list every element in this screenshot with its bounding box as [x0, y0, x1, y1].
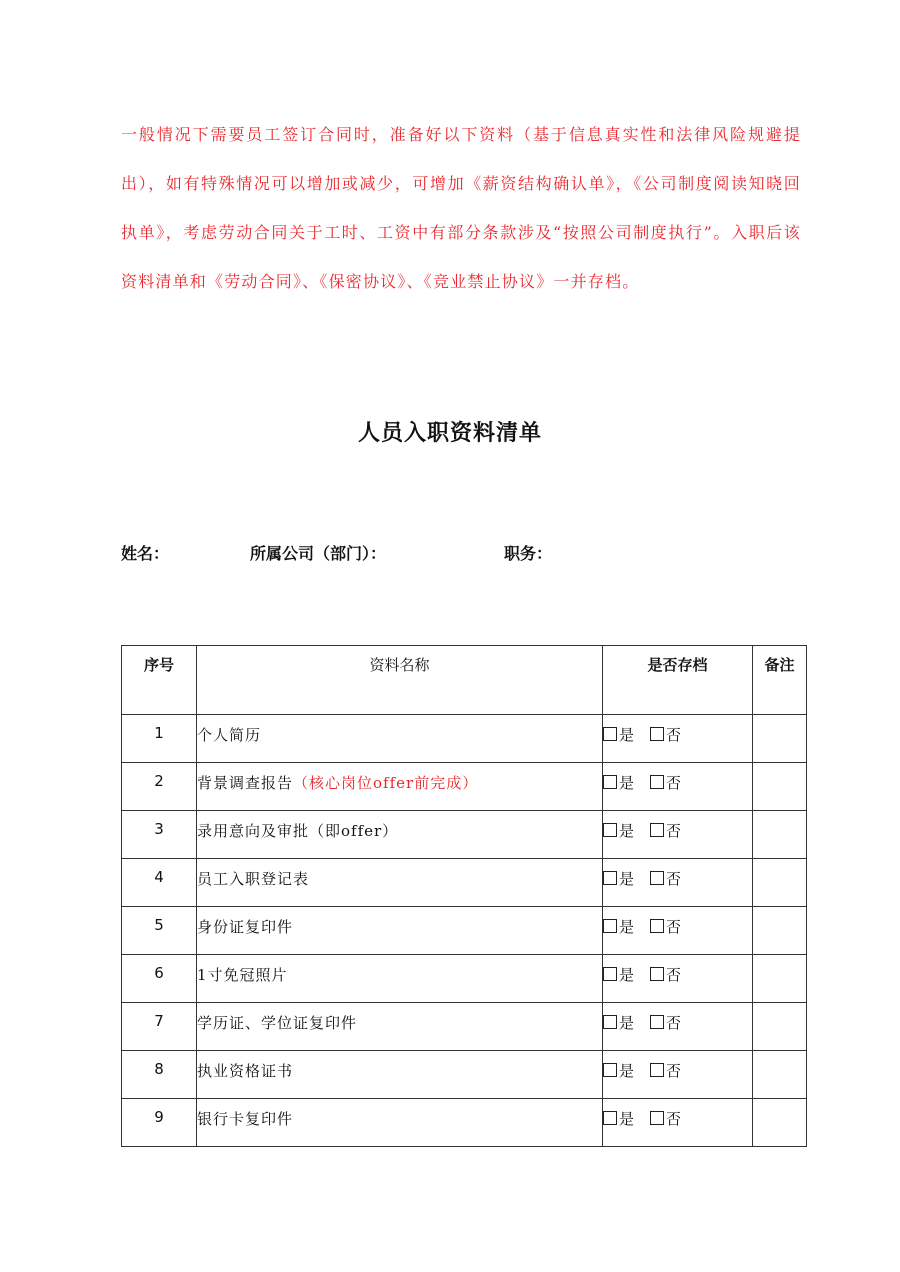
table-body	[122, 715, 807, 1147]
header-document-name: 资料名称	[197, 646, 603, 715]
archived-yes-option	[603, 772, 634, 793]
row-document-name	[197, 955, 603, 1003]
document-name-note: （核心岗位offer前完成）	[293, 774, 479, 792]
archived-no-label: 否	[666, 1110, 682, 1128]
row-remark-cell[interactable]	[753, 907, 807, 955]
row-archived-options	[603, 811, 753, 859]
archived-no-option	[650, 772, 681, 793]
table-row	[122, 955, 807, 1003]
archived-yes-checkbox[interactable]	[603, 1063, 617, 1077]
archived-no-option	[650, 1060, 681, 1081]
company-field-label: 所属公司（部门）：	[250, 544, 387, 563]
position-field-label: 职务：	[504, 544, 553, 563]
row-document-name	[197, 1051, 603, 1099]
page-title: 人员入职资料清单	[357, 421, 542, 446]
archived-yes-option	[603, 724, 634, 745]
row-remark-cell[interactable]	[753, 811, 807, 859]
archived-yes-label: 是	[619, 918, 635, 936]
archived-no-checkbox[interactable]	[650, 775, 664, 789]
row-document-name	[197, 907, 603, 955]
header-remark: 备注	[753, 646, 807, 715]
archived-no-label: 否	[666, 870, 682, 888]
document-name-text: 身份证复印件	[197, 918, 294, 936]
archived-no-checkbox[interactable]	[650, 1015, 664, 1029]
row-remark-cell[interactable]	[753, 859, 807, 907]
instructions-note: 一般情况下需要员工签订合同时，准备好以下资料（基于信息真实性和法律风险规避提出），如有特殊情况可以增加或减少，可增加《薪资结构确认单》，《公司制度阅读知晓回执单》，考虑劳动合同关于工时、工资中有部分条款涉及“按照公司制度执行”。入职后该资料清单和《劳动合同》、《保密协议》、《竞业禁止协议》一并存档。	[121, 125, 801, 291]
archived-no-label: 否	[666, 726, 682, 744]
document-name-text: 1寸免冠照片	[197, 966, 288, 984]
archived-no-option	[650, 820, 681, 841]
table-row	[122, 907, 807, 955]
document-name-text: 背景调查报告	[197, 774, 294, 792]
archived-no-label: 否	[666, 822, 682, 840]
archived-yes-option	[603, 868, 634, 889]
archived-yes-checkbox[interactable]	[603, 1111, 617, 1125]
archived-no-option	[650, 1012, 681, 1033]
document-name-text: 录用意向及审批（即offer）	[197, 822, 399, 840]
document-name-text: 学历证、学位证复印件	[197, 1014, 358, 1032]
table-row	[122, 763, 807, 811]
table-row	[122, 1099, 807, 1147]
row-archived-options	[603, 955, 753, 1003]
header-archived: 是否存档	[603, 646, 753, 715]
row-archived-options	[603, 763, 753, 811]
table-header-row	[122, 646, 807, 715]
row-document-name	[197, 1099, 603, 1147]
row-remark-cell[interactable]	[753, 1003, 807, 1051]
row-remark-cell[interactable]	[753, 763, 807, 811]
archived-yes-option	[603, 1060, 634, 1081]
archived-yes-label: 是	[619, 774, 635, 792]
archived-no-option	[650, 1108, 681, 1129]
archived-yes-option	[603, 1108, 634, 1129]
archived-no-option	[650, 964, 681, 985]
row-seq: 3	[122, 811, 197, 859]
row-remark-cell[interactable]	[753, 1099, 807, 1147]
archived-yes-checkbox[interactable]	[603, 775, 617, 789]
row-archived-options	[603, 907, 753, 955]
row-archived-options	[603, 1051, 753, 1099]
archived-yes-option	[603, 916, 634, 937]
archived-yes-label: 是	[619, 1062, 635, 1080]
archived-yes-checkbox[interactable]	[603, 1015, 617, 1029]
row-archived-options	[603, 1099, 753, 1147]
document-name-text: 个人简历	[197, 726, 262, 744]
archived-yes-label: 是	[619, 726, 635, 744]
row-document-name	[197, 811, 603, 859]
archived-no-label: 否	[666, 1014, 682, 1032]
archived-no-option	[650, 724, 681, 745]
document-checklist-table	[121, 645, 807, 1147]
archived-yes-checkbox[interactable]	[603, 727, 617, 741]
name-field-label: 姓名：	[121, 544, 170, 563]
document-name-text: 执业资格证书	[197, 1062, 294, 1080]
archived-yes-checkbox[interactable]	[603, 871, 617, 885]
table-row	[122, 715, 807, 763]
archived-yes-label: 是	[619, 966, 635, 984]
row-archived-options	[603, 715, 753, 763]
row-archived-options	[603, 859, 753, 907]
row-seq: 8	[122, 1051, 197, 1099]
row-remark-cell[interactable]	[753, 1051, 807, 1099]
archived-yes-option	[603, 964, 634, 985]
table-row	[122, 811, 807, 859]
row-seq: 6	[122, 955, 197, 1003]
row-seq: 1	[122, 715, 197, 763]
table-row	[122, 859, 807, 907]
archived-no-checkbox[interactable]	[650, 967, 664, 981]
document-name-text: 员工入职登记表	[197, 870, 310, 888]
archived-yes-checkbox[interactable]	[603, 967, 617, 981]
archived-no-checkbox[interactable]	[650, 1111, 664, 1125]
row-document-name	[197, 859, 603, 907]
archived-yes-option	[603, 820, 634, 841]
row-document-name	[197, 763, 603, 811]
archived-no-checkbox[interactable]	[650, 727, 664, 741]
archived-yes-checkbox[interactable]	[603, 919, 617, 933]
archived-yes-checkbox[interactable]	[603, 823, 617, 837]
archived-no-checkbox[interactable]	[650, 823, 664, 837]
header-seq: 序号	[122, 646, 197, 715]
archived-yes-label: 是	[619, 1014, 635, 1032]
archived-yes-label: 是	[619, 1110, 635, 1128]
archived-no-checkbox[interactable]	[650, 1063, 664, 1077]
archived-yes-label: 是	[619, 822, 635, 840]
archived-yes-option	[603, 1012, 634, 1033]
archived-no-option	[650, 916, 681, 937]
table-row	[122, 1051, 807, 1099]
row-seq: 2	[122, 763, 197, 811]
archived-no-label: 否	[666, 1062, 682, 1080]
row-remark-cell[interactable]	[753, 955, 807, 1003]
document-name-text: 银行卡复印件	[197, 1110, 294, 1128]
archived-no-label: 否	[666, 966, 682, 984]
archived-no-checkbox[interactable]	[650, 871, 664, 885]
row-archived-options	[603, 1003, 753, 1051]
row-document-name	[197, 715, 603, 763]
archived-yes-label: 是	[619, 870, 635, 888]
table-row	[122, 1003, 807, 1051]
row-document-name	[197, 1003, 603, 1051]
row-seq: 9	[122, 1099, 197, 1147]
archived-no-label: 否	[666, 774, 682, 792]
row-remark-cell[interactable]	[753, 715, 807, 763]
archived-no-label: 否	[666, 918, 682, 936]
archived-no-option	[650, 868, 681, 889]
row-seq: 7	[122, 1003, 197, 1051]
row-seq: 5	[122, 907, 197, 955]
archived-no-checkbox[interactable]	[650, 919, 664, 933]
row-seq: 4	[122, 859, 197, 907]
